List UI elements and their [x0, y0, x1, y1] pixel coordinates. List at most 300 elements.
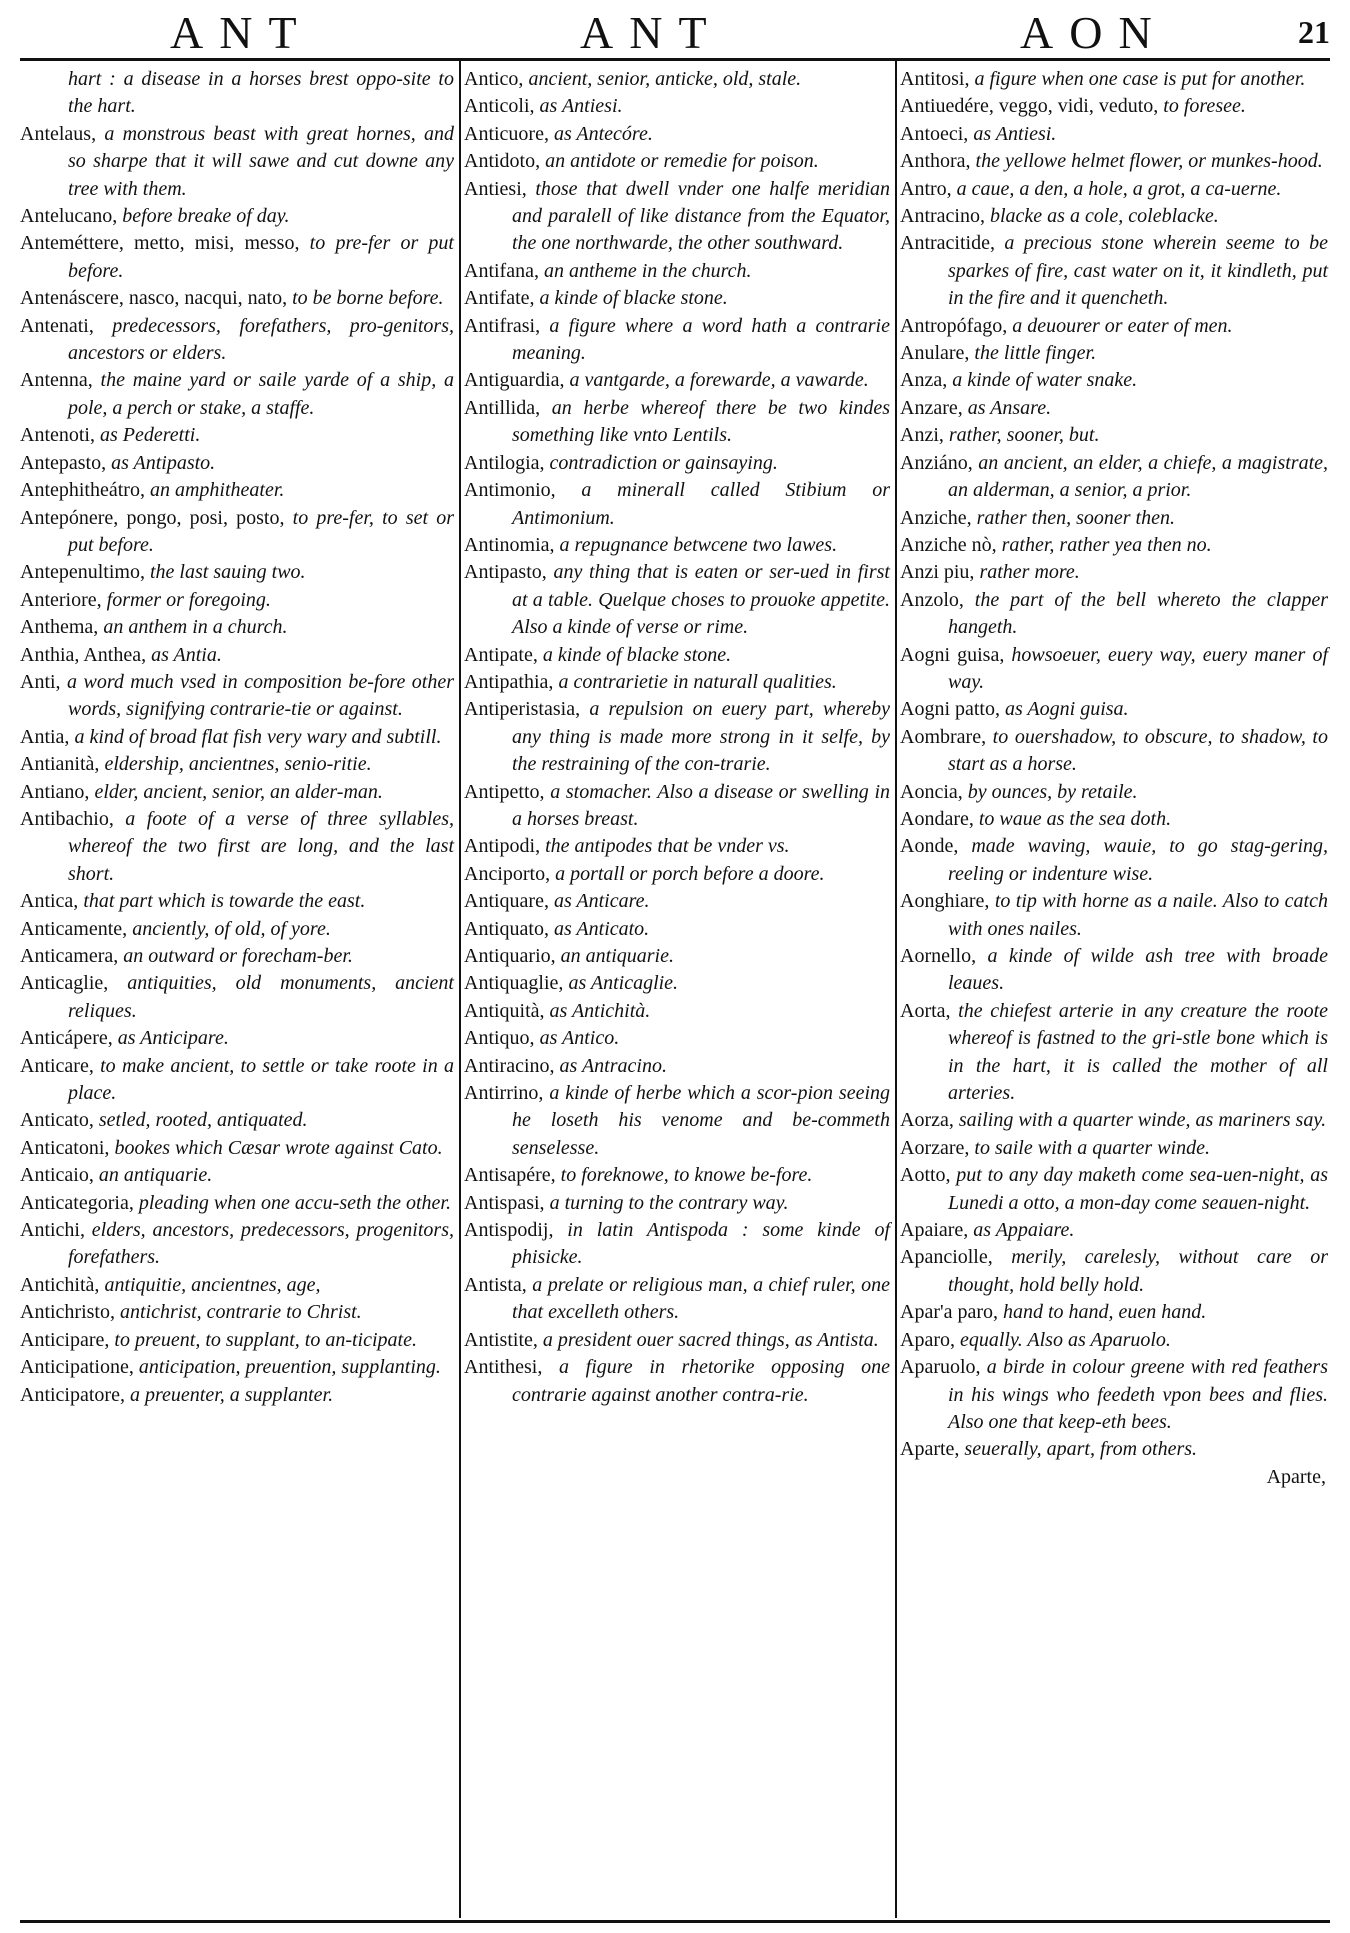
dictionary-entry — [900, 395, 1330, 422]
entry-headword: Antenáscere, nasco, nacqui, nato, — [20, 287, 288, 310]
entry-definition: an herbe whereof there be two kindes something like vnto Lentils. — [512, 396, 890, 447]
entry-headword: Anticatoni, — [20, 1136, 110, 1159]
entry-definition: antiquitie, ancientnes, age, — [99, 1273, 321, 1296]
dictionary-entry — [20, 1354, 456, 1381]
entry-definition: anciently, of old, of yore. — [127, 917, 331, 940]
dictionary-entry — [464, 66, 892, 93]
entry-definition: those that dwell vnder one halfe meridian and paralell of like distance from the Equator, the one northwarde, the other southward. — [512, 177, 890, 255]
entry-headword: Antipasto, — [464, 561, 547, 584]
dictionary-entry — [20, 751, 456, 778]
entry-headword: Anzolo, — [900, 588, 964, 611]
entry-headword: Antimonio, — [464, 479, 556, 502]
dictionary-entry — [20, 943, 456, 970]
entry-headword: Aonghiare, — [900, 890, 990, 913]
dictionary-entry — [900, 422, 1330, 449]
entry-headword: Antracitide, — [900, 232, 995, 255]
entry-definition: a word much vsed in composition be-fore other words, signifying contrarie-tie or against. — [60, 670, 454, 721]
dictionary-entry — [464, 779, 892, 834]
dictionary-entry — [900, 505, 1330, 532]
entry-headword: Apanciolle, — [900, 1246, 993, 1269]
entry-headword: Apaiare, — [900, 1219, 969, 1242]
entry-definition: as Anticaglie. — [563, 972, 679, 995]
entry-definition: to pre-fer, to set or put before. — [68, 506, 454, 556]
entry-definition: a president ouer sacred things, as Antista. — [537, 1328, 879, 1351]
dictionary-entry — [464, 532, 892, 559]
dictionary-entry — [464, 1025, 892, 1052]
entry-headword: Aparuolo, — [900, 1356, 981, 1379]
entry-definition: a monstrous beast with great hornes, and so sharpe that it will sawe and cut downe any tree with them. — [68, 122, 454, 200]
entry-headword: Anticamente, — [20, 917, 128, 940]
entry-headword: Anzi piu, — [900, 561, 975, 584]
dictionary-entry — [900, 1107, 1330, 1134]
entry-definition: howsoeuer, euery way, euery maner of way. — [948, 643, 1329, 693]
dictionary-entry — [464, 1162, 892, 1189]
entry-definition: elder, ancient, senior, an alder-man. — [89, 780, 383, 803]
entry-headword: Antianità, — [20, 753, 100, 776]
entry-headword: Antropófago, — [900, 314, 1008, 337]
dictionary-entry — [464, 1354, 892, 1409]
entry-headword: Antifate, — [464, 287, 535, 310]
dictionary-entry — [464, 1190, 892, 1217]
entry-headword: Anulare, — [900, 342, 970, 365]
dictionary-entry — [20, 916, 456, 943]
entry-definition: sailing with a quarter winde, as mariners say. — [953, 1109, 1327, 1132]
dictionary-entry — [20, 559, 456, 586]
entry-headword: Antibachio, — [20, 807, 114, 830]
entry-headword: Anticare, — [20, 1054, 94, 1077]
entry-definition: as Antipasto. — [106, 451, 216, 474]
entry-headword: Aondare, — [900, 807, 974, 830]
entry-definition: as Ansare. — [962, 396, 1052, 419]
dictionary-entry — [900, 943, 1330, 998]
entry-definition: the last sauing two. — [144, 561, 306, 584]
dictionary-entry — [900, 1244, 1330, 1299]
dictionary-entry — [900, 998, 1330, 1108]
entry-headword: Antenati, — [20, 314, 94, 337]
dictionary-entry — [900, 66, 1330, 93]
entry-headword: Anzi, — [900, 424, 944, 447]
entry-headword: Aornello, — [900, 945, 977, 967]
entry-definition: an amphitheater. — [144, 479, 285, 502]
entry-headword: Aparte, — [900, 1438, 960, 1461]
entry-headword: Antico, — [464, 68, 524, 90]
dictionary-entry — [464, 313, 892, 368]
entry-headword: Antiquo, — [464, 1027, 535, 1050]
entry-definition: as Antracino. — [554, 1054, 667, 1077]
running-head-right: AON — [1020, 7, 1168, 58]
entry-definition: to preuent, to supplant, to an-ticipate. — [109, 1328, 417, 1351]
entry-headword: Antinomia, — [464, 533, 555, 556]
entry-definition: to pre-fer or put before. — [68, 232, 454, 282]
entry-headword: Anticato, — [20, 1109, 94, 1132]
dictionary-entry — [900, 1135, 1330, 1162]
entry-definition: antiquities, old monuments, ancient reliques. — [68, 972, 454, 1022]
entry-definition: to saile with a quarter winde. — [969, 1136, 1210, 1159]
entry-headword: Antistite, — [464, 1328, 538, 1351]
entry-headword: Anticategoria, — [20, 1191, 134, 1214]
entry-definition: as Anticare. — [548, 890, 650, 913]
entry-definition: any thing that is eaten or ser-ued in first at a table. Quelque choses to prouoke appetite. Also a kinde of verse or rime. — [512, 561, 890, 639]
dictionary-entry — [20, 505, 456, 560]
entry-headword: Antiquato, — [464, 917, 549, 940]
entry-definition: a stomacher. Also a disease or swelling in a horses breast. — [512, 780, 890, 830]
entry-definition: in latin Antispoda : some kinde of phisicke. — [512, 1219, 890, 1269]
dictionary-entry — [900, 587, 1330, 642]
entry-headword: Aorza, — [900, 1109, 954, 1132]
entry-definition: the little finger. — [969, 342, 1097, 365]
entry-headword: Antepónere, pongo, posi, posto, — [20, 506, 285, 529]
entry-definition: a foote of a verse of three syllables, whereof the two first are long, and the last short. — [68, 807, 454, 885]
entry-headword: Antiquità, — [464, 999, 545, 1022]
entry-headword: Antro, — [900, 177, 952, 200]
entry-definition: a contrarietie in naturall qualities. — [553, 670, 837, 693]
dictionary-entry — [20, 614, 456, 641]
entry-headword: Antichità, — [20, 1273, 100, 1296]
dictionary-page — [20, 8, 1330, 1923]
entry-headword: Aogni patto, — [900, 698, 1000, 721]
entry-definition: antichrist, contrarie to Christ. — [115, 1301, 362, 1324]
entry-definition: as Pederetti. — [95, 424, 201, 447]
dictionary-entry — [20, 477, 456, 504]
entry-headword: Antispasi, — [464, 1191, 545, 1214]
entry-headword: Anticaglie, — [20, 972, 109, 995]
dictionary-entry — [464, 1217, 892, 1272]
entry-headword: Anticipatione, — [20, 1356, 134, 1379]
entry-definition: the maine yard or saile yarde of a ship, a pole, a perch or stake, a staffe. — [68, 369, 454, 419]
entry-definition: hand to hand, euen hand. — [998, 1301, 1207, 1324]
dictionary-entry — [464, 93, 892, 120]
entry-headword: Antiperistasia, — [464, 698, 581, 721]
entry-headword: Antoeci, — [900, 122, 969, 145]
entry-headword: Anticápere, — [20, 1027, 113, 1050]
header-rule — [20, 58, 1330, 61]
entry-definition: as Antico. — [534, 1027, 620, 1050]
dictionary-entry — [20, 1107, 456, 1134]
entry-headword: Aparo, — [900, 1328, 955, 1351]
dictionary-entry — [900, 1162, 1330, 1217]
entry-definition: to foreknowe, to knowe be-fore. — [555, 1164, 813, 1187]
entry-headword: Antiano, — [20, 780, 90, 803]
dictionary-entry — [20, 367, 456, 422]
entry-definition: as Aogni guisa. — [1000, 698, 1129, 721]
column-1 — [20, 66, 456, 1906]
entry-definition: former or foregoing. — [101, 588, 271, 611]
entry-headword: Antirrino, — [464, 1082, 544, 1105]
running-head-left: ANT — [170, 7, 313, 58]
entry-headword: Anziche nò, — [900, 533, 997, 556]
entry-definition: as Anticipare. — [112, 1027, 229, 1050]
entry-definition: a kinde of blacke stone. — [534, 287, 728, 310]
entry-definition: an antiquarie. — [93, 1164, 213, 1187]
dictionary-entry — [20, 313, 456, 368]
entry-definition: a kinde of blacke stone. — [537, 643, 732, 666]
dictionary-entry — [20, 66, 456, 121]
dictionary-entry — [900, 1436, 1330, 1463]
dictionary-entry — [20, 888, 456, 915]
entry-headword: Anciporto, — [464, 862, 551, 885]
entry-headword: Antilogia, — [464, 451, 545, 474]
entry-definition: blacke as a cole, coleblacke. — [984, 205, 1219, 228]
entry-definition: a kinde of wilde ash tree with broade leaues. — [948, 945, 1328, 995]
entry-definition: a turning to the contrary way. — [544, 1191, 789, 1214]
dictionary-entry — [900, 532, 1330, 559]
entry-headword: Aogni guisa, — [900, 643, 1005, 666]
dictionary-entry — [900, 1217, 1330, 1244]
entry-headword: Anticoli, — [464, 95, 535, 118]
dictionary-entry — [20, 121, 456, 203]
dictionary-entry — [900, 806, 1330, 833]
entry-definition: a kinde of herbe which a scor-pion seeing he loseth his venome and be-commeth senselesse. — [512, 1082, 890, 1159]
entry-definition: made waving, wauie, to go stag-gering, reeling or indenture wise. — [948, 835, 1328, 885]
entry-definition: an anthem in a church. — [98, 616, 288, 639]
entry-headword: Antephitheátro, — [20, 479, 145, 502]
dictionary-entry — [20, 422, 456, 449]
dictionary-entry — [900, 833, 1330, 888]
entry-definition: a caue, a den, a hole, a grot, a ca-uerne. — [951, 177, 1282, 200]
dictionary-entry — [20, 1135, 456, 1162]
entry-headword: Anzare, — [900, 396, 963, 419]
dictionary-entry — [900, 121, 1330, 148]
entry-definition: a deuourer or eater of men. — [1007, 314, 1233, 337]
entry-headword: Aotto, — [900, 1164, 951, 1187]
dictionary-entry — [464, 888, 892, 915]
dictionary-entry — [20, 1327, 456, 1354]
entry-definition: by ounces, by retaile. — [962, 780, 1138, 803]
entry-definition: before breake of day. — [117, 205, 290, 228]
dictionary-entry — [20, 1025, 456, 1052]
entry-definition: the yellowe helmet flower, or munkes-hood. — [970, 150, 1323, 173]
entry-definition: a figure when one case is put for another. — [969, 68, 1306, 90]
dictionary-entry — [464, 1053, 892, 1080]
entry-definition: as Appaiare. — [968, 1219, 1075, 1242]
entry-headword: Aonde, — [900, 835, 959, 858]
dictionary-entry — [464, 1080, 892, 1162]
entry-headword: Antiquare, — [464, 890, 549, 913]
dictionary-entry — [20, 724, 456, 751]
column-rule-1 — [459, 60, 461, 1918]
dictionary-entry — [464, 477, 892, 532]
entry-definition: equally. Also as Aparuolo. — [954, 1328, 1171, 1351]
entry-headword: Antepasto, — [20, 451, 107, 474]
dictionary-entry — [900, 696, 1330, 723]
entry-definition: rather, sooner, but. — [943, 424, 1100, 447]
dictionary-entry — [20, 1382, 456, 1409]
entry-definition: merily, carelesly, without care or thought, hold belly hold. — [948, 1246, 1328, 1296]
entry-definition: a minerall called Stibium or Antimonium. — [512, 479, 890, 529]
entry-definition: to make ancient, to settle or take roote in a place. — [68, 1054, 454, 1105]
entry-headword: Antelaus, — [20, 122, 97, 145]
entry-headword: Antia, — [20, 725, 70, 748]
dictionary-entry — [900, 1299, 1330, 1326]
entry-definition: anticipation, preuention, supplanting. — [133, 1356, 441, 1379]
dictionary-entry — [900, 450, 1330, 505]
entry-definition: as Anticato. — [549, 917, 650, 940]
entry-definition: as Antia. — [146, 643, 222, 666]
entry-definition: a vantgarde, a forewarde, a vawarde. — [564, 369, 869, 392]
dictionary-entry — [900, 724, 1330, 779]
dictionary-entry — [464, 395, 892, 450]
dictionary-entry — [20, 1299, 456, 1326]
entry-headword: Anticaio, — [20, 1164, 94, 1187]
entry-headword: Antista, — [464, 1273, 527, 1296]
entry-definition: to waue as the sea doth. — [973, 807, 1172, 830]
entry-definition: pleading when one accu-seth the other. — [133, 1191, 451, 1214]
entry-headword: Antifrasi, — [464, 314, 541, 337]
dictionary-entry — [900, 1327, 1330, 1354]
dictionary-entry — [900, 203, 1330, 230]
entry-definition: a repugnance betwcene two lawes. — [554, 533, 838, 556]
page-number: 21 — [1298, 14, 1330, 50]
dictionary-entry — [464, 258, 892, 285]
entry-definition: a figure in rhetorike opposing one contrarie against another contra-rie. — [512, 1356, 890, 1406]
entry-headword: Antiquario, — [464, 945, 556, 967]
entry-headword: Antiesi, — [464, 177, 527, 200]
column-rule-2 — [895, 60, 897, 1918]
entry-definition: seuerally, apart, from others. — [959, 1438, 1198, 1461]
dictionary-entry — [464, 176, 892, 258]
entry-headword: Antenoti, — [20, 424, 95, 447]
entry-definition: rather then, sooner then. — [971, 506, 1175, 529]
entry-definition: a prelate or religious man, a chief ruler, one that excelleth others. — [512, 1273, 890, 1324]
dictionary-entry — [464, 669, 892, 696]
dictionary-entry — [464, 861, 892, 888]
entry-headword: Aorzare, — [900, 1136, 970, 1159]
entry-headword: Apar'a paro, — [900, 1301, 998, 1324]
entry-headword: Aoncia, — [900, 780, 963, 803]
entry-definition: predecessors, forefathers, pro-genitors, ancestors or elders. — [68, 314, 454, 365]
entry-definition: as Antiesi. — [968, 122, 1057, 145]
dictionary-entry — [20, 230, 456, 285]
entry-headword: Antipate, — [464, 643, 538, 666]
column-2 — [464, 66, 892, 1906]
entry-headword: Antipetto, — [464, 780, 545, 803]
entry-headword: Antepenultimo, — [20, 561, 145, 584]
entry-headword: Antithesi, — [464, 1356, 543, 1379]
entry-definition: a precious stone wherein seeme to be sparkes of fire, cast water on it, it kindleth, put in the fire and it quencheth. — [948, 232, 1328, 310]
dictionary-entry — [464, 943, 892, 970]
entry-headword: Aorta, — [900, 999, 951, 1022]
entry-definition: as Antiesi. — [534, 95, 623, 118]
entry-headword: Antifana, — [464, 259, 539, 282]
entry-definition: an antidote or remedie for poison. — [540, 150, 819, 173]
footer-rule — [20, 1920, 1330, 1923]
entry-headword: Anticuore, — [464, 122, 549, 145]
dictionary-entry — [900, 779, 1330, 806]
entry-headword: Anthema, — [20, 616, 99, 639]
dictionary-entry — [900, 176, 1330, 203]
entry-headword: Antichi, — [20, 1219, 85, 1242]
dictionary-entry — [20, 779, 456, 806]
dictionary-entry — [20, 970, 456, 1025]
page-header — [20, 8, 1330, 58]
entry-headword: Anteméttere, metto, misi, messo, — [20, 232, 300, 255]
dictionary-entry — [464, 642, 892, 669]
entry-definition: bookes which Cæsar wrote against Cato. — [109, 1136, 443, 1159]
entry-headword: Anticipatore, — [20, 1383, 125, 1406]
entry-headword: Anziáno, — [900, 451, 973, 474]
entry-headword: Antispodij, — [464, 1219, 554, 1242]
entry-definition: a birde in colour greene with red feathers in his wings who feedeth vpon bees and flies. Also one that keep-eth bees. — [948, 1356, 1328, 1433]
entry-headword: Antelucano, — [20, 205, 118, 228]
dictionary-entry — [464, 148, 892, 175]
entry-definition: rather more. — [974, 561, 1080, 584]
entry-headword: Anziche, — [900, 506, 972, 529]
dictionary-entry — [464, 916, 892, 943]
entry-definition: as Antichità. — [544, 999, 651, 1022]
entry-definition: the part of the bell whereto the clapper hangeth. — [948, 588, 1328, 639]
entry-definition: an antiquarie. — [555, 945, 674, 967]
entry-headword: Anthora, — [900, 150, 971, 173]
entry-definition: ancient, senior, anticke, old, stale. — [523, 68, 802, 90]
entry-headword: Anthia, Anthea, — [20, 643, 147, 666]
entry-definition: setled, rooted, antiquated. — [93, 1109, 308, 1132]
entry-headword: Anteriore, — [20, 588, 102, 611]
running-head-center: ANT — [580, 7, 723, 58]
entry-headword: Antillida, — [464, 396, 541, 419]
entry-definition: contradiction or gainsaying. — [544, 451, 778, 474]
entry-headword: Antiracino, — [464, 1054, 555, 1077]
dictionary-entry — [20, 1053, 456, 1108]
dictionary-entry — [464, 833, 892, 860]
dictionary-entry — [20, 1162, 456, 1189]
dictionary-entry — [464, 285, 892, 312]
entry-headword: Antiguardia, — [464, 369, 565, 392]
entry-definition: the antipodes that be vnder vs. — [540, 835, 790, 858]
dictionary-entry — [464, 121, 892, 148]
entry-definition: a preuenter, a supplanter. — [124, 1383, 334, 1406]
dictionary-entry — [464, 367, 892, 394]
entry-headword: Antitosi, — [900, 68, 970, 90]
dictionary-entry — [20, 587, 456, 614]
entry-definition: to ouershadow, to obscure, to shadow, to start as a horse. — [948, 725, 1328, 776]
entry-headword: Anticipare, — [20, 1328, 110, 1351]
dictionary-entry — [900, 93, 1330, 120]
entry-definition: to tip with horne as a naile. Also to catch with ones nailes. — [948, 890, 1328, 940]
dictionary-entry — [900, 148, 1330, 175]
dictionary-entry — [900, 230, 1330, 312]
entry-headword: Antiquaglie, — [464, 972, 564, 995]
catchword: Aparte, — [1266, 1465, 1326, 1488]
entry-definition: eldership, ancientnes, senio-ritie. — [99, 753, 372, 776]
dictionary-entry — [20, 669, 456, 724]
entry-definition: to be borne before. — [287, 287, 444, 310]
dictionary-entry — [464, 1272, 892, 1327]
dictionary-entry — [464, 970, 892, 997]
column-3 — [900, 66, 1330, 1906]
entry-definition: a repulsion on euery part, whereby any thing is made more strong in it selfe, by the restraining of the con-trarie. — [512, 698, 890, 776]
dictionary-entry — [20, 285, 456, 312]
entry-definition: a portall or porch before a doore. — [550, 862, 825, 885]
entry-headword: Aombrare, — [900, 725, 987, 748]
dictionary-entry — [900, 367, 1330, 394]
dictionary-entry — [900, 888, 1330, 943]
entry-headword: Antenna, — [20, 369, 93, 392]
dictionary-entry — [900, 340, 1330, 367]
entry-definition: to foresee. — [1158, 95, 1246, 118]
dictionary-entry — [464, 998, 892, 1025]
entry-headword: Anza, — [900, 369, 948, 392]
entry-headword: Antracino, — [900, 205, 985, 228]
entry-headword: Antica, — [20, 890, 79, 913]
entry-definition: a kind of broad flat fish very wary and subtill. — [69, 725, 442, 748]
entry-definition: the chiefest arterie in any creature the roote whereof is fastned to the gri-stle bone which is in the hart, it is called the mother of all arteries. — [948, 999, 1328, 1105]
entry-definition: a figure where a word hath a contrarie meaning. — [512, 314, 890, 365]
dictionary-entry — [464, 696, 892, 778]
entry-definition: a kinde of water snake. — [947, 369, 1138, 392]
entry-definition: hart : a disease in a horses brest oppo-site to the hart. — [68, 68, 454, 118]
dictionary-entry — [20, 450, 456, 477]
entry-definition: an outward or forecham-ber. — [118, 945, 353, 967]
